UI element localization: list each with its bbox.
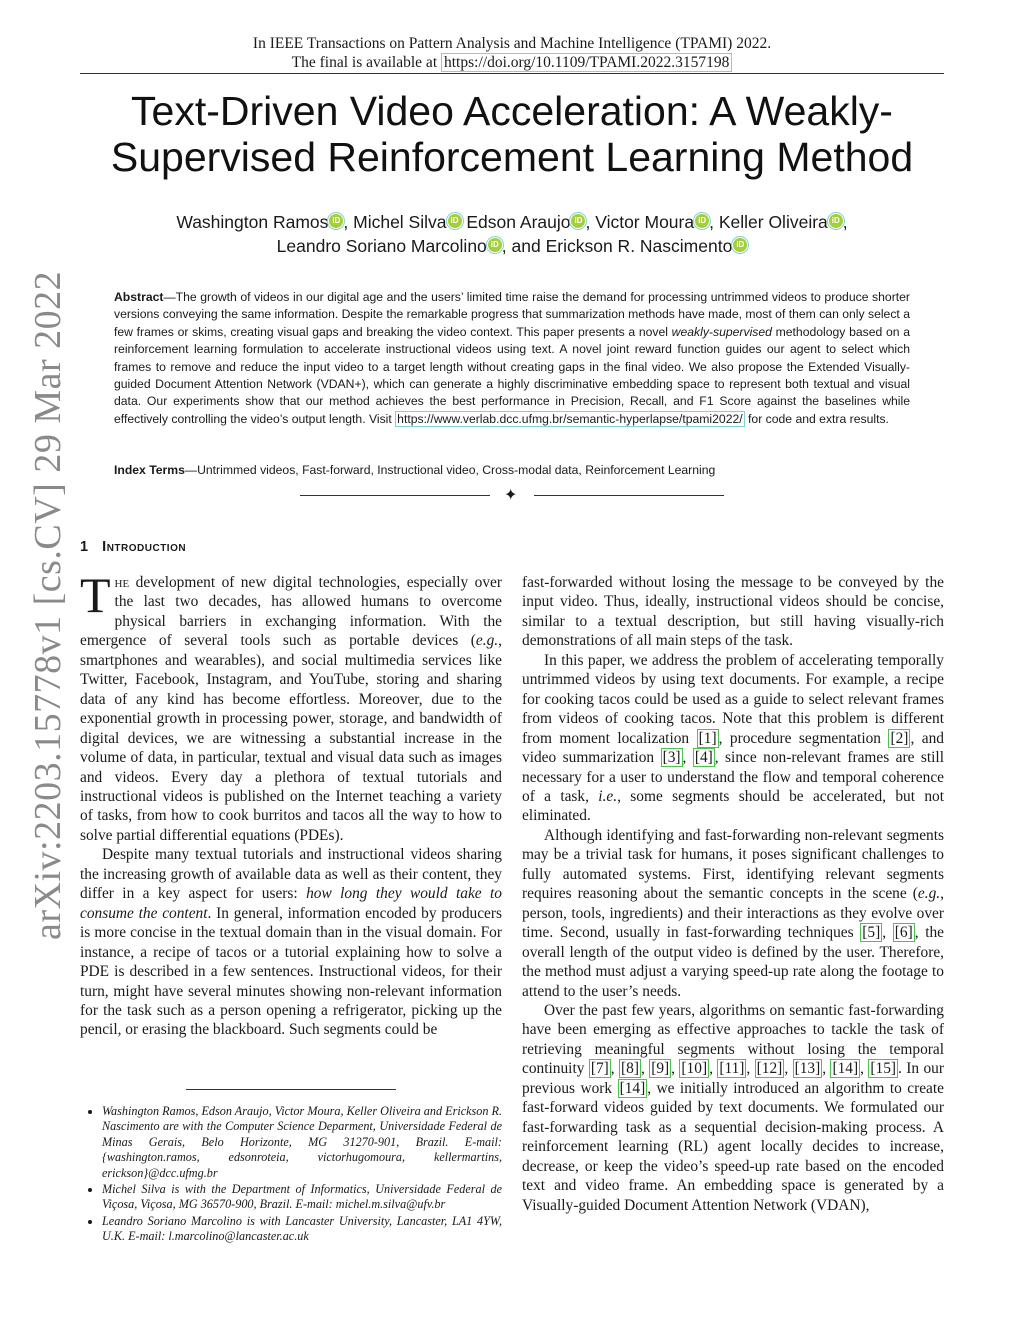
body-emphasis: i.e. <box>598 787 618 805</box>
citation-link[interactable]: [9] <box>651 1060 670 1078</box>
index-terms-label: Index Terms <box>114 463 185 477</box>
separator: , and <box>501 236 546 256</box>
author-list <box>80 210 944 258</box>
doi-line <box>0 53 1024 72</box>
divider-line <box>534 495 724 496</box>
citation-link[interactable]: [12] <box>756 1060 783 1078</box>
citation-link[interactable]: [5] <box>862 924 881 942</box>
footnote-item: • Leandro Soriano Marcolino is with Lancaster University, Lancaster, LA1 4YW, U.K. E-mail: l.marcolino@lancaster.ac.uk <box>102 1214 502 1245</box>
author-name: Michel Silva <box>353 212 447 232</box>
section-number: 1 <box>80 539 89 555</box>
body-text: , <box>682 749 693 767</box>
header-rule <box>80 73 944 74</box>
abstract-label: Abstract <box>114 290 164 304</box>
body-text: Despite many textual tutorials and instructional videos sharing the increasing growth of available data as well as their content, they differ in a key aspect for users: <box>80 846 502 903</box>
authors-line-1: Washington Ramos iD , Michel Silva iD Edson Araujo iD , Victor Moura iD , Keller Oliveira iD , <box>176 212 848 232</box>
paragraph <box>522 1001 944 1215</box>
body-text: , we initially introduced an algorithm to create fast-forward videos guided by text documents. We formulated our fast-forwarding task as a sequential decision-making process. A reinforcement learning (RL) agent locally decides to increase, decrease, or keep the video’s speed-up rate based on the encoded text and video frame. An embedding space is generated by a Visually-guided Document Attention Network (VDAN), <box>522 1079 944 1214</box>
footnote-item: • Michel Silva is with the Department of Informatics, Universidade Federal de Viçosa, Viçosa, MG 36570-900, Brazil. E-mail: michel.m.silva@ufv.br <box>102 1182 502 1213</box>
citation-link[interactable]: [3] <box>662 749 681 767</box>
right-column <box>522 573 944 1215</box>
author-name: Washington Ramos <box>176 212 329 232</box>
separator: , <box>709 212 719 232</box>
orcid-icon[interactable]: iD <box>571 214 585 228</box>
body-text: In this paper, we address the problem of accelerating temporally untrimmed videos by using text documents. For example, a recipe for cooking tacos could be used as a guide to select relevant frames from videos of cooking tacos. Note that this problem is different from moment localization <box>522 651 944 747</box>
body-text: , and video summarization <box>522 729 944 767</box>
paragraph <box>522 651 944 826</box>
citation-link[interactable]: [2] <box>890 729 909 747</box>
abstract-text: —The growth of videos in our digital age and the users’ limited time raise the demand for processing untrimmed videos to produce shorter versions conveying the same information. Despite the remarkable progress that summarization methods have made, most of them can only select a few frames or skims, creating visual gaps and breaking the video context. This paper presents a novel <box>114 290 910 339</box>
citation-link[interactable]: [7] <box>590 1060 609 1078</box>
section-heading <box>80 539 186 555</box>
separator: , <box>343 212 354 232</box>
drop-cap: T <box>80 567 111 623</box>
title-line-2: Supervised Reinforcement Learning Method <box>110 134 914 180</box>
doi-prefix: The final is available at <box>291 54 441 71</box>
orcid-icon[interactable]: iD <box>829 214 843 228</box>
abstract-text: for code and extra results. <box>744 411 889 426</box>
body-text: development of new digital technologies, especially over the last two decades, has allowed humans to overcome physical barriers in exchanging information. With the emergence of several tools such as portable devices ( <box>80 574 502 650</box>
citation-link[interactable]: [10] <box>681 1060 708 1078</box>
index-terms-text: —Untrimmed videos, Fast-forward, Instructional video, Cross-modal data, Reinforcement Learning <box>184 463 716 477</box>
doi-link[interactable]: https://doi.org/10.1109/TPAMI.2022.3157198 <box>441 53 732 72</box>
citation-link[interactable]: [6] <box>894 924 913 942</box>
body-emphasis: how long they would take to consume the content <box>80 885 502 922</box>
citation-link[interactable]: [13] <box>794 1060 821 1078</box>
body-text: , since non-relevant frames are still necessary for a user to understand the flow and temporal coherence of a task, <box>522 749 944 805</box>
left-column <box>80 567 502 1040</box>
citation-link[interactable]: [1] <box>698 729 717 747</box>
body-text: , some segments should be accelerated, but not eliminated. <box>522 787 944 825</box>
authors-line-2 <box>80 234 944 258</box>
abstract <box>114 289 910 428</box>
orcid-icon[interactable]: iD <box>329 214 343 228</box>
separator: , <box>784 1060 793 1078</box>
footnote-rule <box>186 1089 396 1090</box>
diamond-icon: ✦ <box>504 487 518 504</box>
separator: , <box>860 1060 869 1078</box>
body-text: . In our previous work <box>522 1060 945 1097</box>
citation-link[interactable]: [14] <box>619 1079 646 1097</box>
section-divider <box>300 487 724 505</box>
citation-link[interactable]: [8] <box>621 1060 639 1078</box>
paragraph <box>80 567 502 845</box>
body-emphasis: e.g. <box>917 885 941 903</box>
small-caps-lead: he <box>114 574 130 591</box>
paragraph: fast-forwarded without losing the message to be conveyed by the input video. Thus, ideally, instructional videos should be concise, similar to a textual description, but still having visually-rich demonstrations of all main steps of the task. <box>522 574 944 650</box>
orcid-icon[interactable]: iD <box>695 214 709 228</box>
body-text: , smartphones and wearables), and social multimedia services like Twitter, Facebook, Instagram, and YouTube, storing and sharing data of any kind has become effortless. Moreover, due to the exponential growth in processing power, storage, and bandwidth of digital devices, we are witnessing a substantial increase in the volume of data, in particular, textual and visual data such as images and videos. Every day a plethora of textual tutorials and instructional videos is published on the Internet teaching a variety of tasks, from how to cook burritos and tacos all the way to how to solve partial differential equations (PDEs). <box>80 632 502 844</box>
author-name: Victor Moura <box>595 212 695 232</box>
body-text: . In general, information encoded by producers is more concise in the textual domain than in the visual domain. For instance, a recipe of tacos or a tutorial explaining how to solve a PDE is described in a few sentences. Instructional videos, for their turn, might have several minutes showing non-relevant information for the task such as a person opening a refrigerator, picking up the pencil, or erasing the blackboard. Such segments could be <box>80 904 502 1039</box>
journal-header <box>0 34 1024 72</box>
body-text: , procedure segmentation <box>718 729 889 747</box>
section-title: Introduction <box>102 539 187 555</box>
separator: , <box>709 1060 718 1078</box>
separator: , <box>610 1060 620 1078</box>
index-terms <box>114 462 910 479</box>
arxiv-stamp: arXiv:2203.15778v1 [cs.CV] 29 Mar 2022 <box>27 270 69 940</box>
citation-link[interactable]: [11] <box>719 1060 745 1078</box>
orcid-icon[interactable]: iD <box>488 238 502 252</box>
separator: , <box>671 1060 680 1078</box>
abstract-text: methodology based on a reinforcement learning formulation to accelerate instructional videos using text. A novel joint reward function guides our agent to select which frames to remove and reduce the input video to a target length without creating gaps in the final video. We also propose the Extended Visually-guided Document Attention Network (VDAN+), which can generate a highly discriminative embedding space to represent both textual and visual data. Our experiments show that our method achieves the best performance in Precision, Recall, and F1 Score against the baselines while effectively controlling the video’s output length. Visit <box>114 324 910 426</box>
orcid-icon[interactable]: iD <box>448 214 462 228</box>
footnotes <box>80 1104 502 1246</box>
orcid-icon[interactable]: iD <box>733 238 747 252</box>
separator: , <box>585 212 596 232</box>
title-line-1: Text-Driven Video Acceleration: A Weakly- <box>131 88 893 134</box>
body-text: Over the past few years, algorithms on semantic fast-forwarding have been emerging as effective approaches to tackle the task of retrieving meaningful segments without losing the temporal continuity <box>522 1001 944 1078</box>
abstract-emphasis: weakly-supervised <box>671 324 772 339</box>
author-name: Erickson R. Nascimento <box>545 236 733 256</box>
citation-link[interactable]: [14] <box>832 1060 859 1078</box>
body-text: , person, tools, ingredients) and their interactions as they evolve over time. Second, usually in fast-forwarding techniques <box>522 885 944 942</box>
journal-line: In IEEE Transactions on Pattern Analysis and Machine Intelligence (TPAMI) 2022. <box>252 35 772 52</box>
author-name: Keller Oliveira <box>718 212 828 232</box>
separator: , <box>640 1060 650 1078</box>
body-text: , the overall length of the output video is defined by the user. Therefore, the method must adjust a varying speed-up rate along the footage to attend to the user’s needs. <box>522 924 945 1000</box>
body-emphasis: e.g. <box>475 632 499 650</box>
paragraph <box>522 826 944 1001</box>
divider-line <box>300 495 490 496</box>
paper-title <box>80 88 944 180</box>
body-text: , <box>882 924 893 942</box>
separator: , <box>822 1060 831 1078</box>
paragraph <box>80 845 502 1040</box>
citation-link[interactable]: [4] <box>694 749 713 767</box>
footnote-item: • Washington Ramos, Edson Araujo, Victor Moura, Keller Oliveira and Erickson R. Nascimento are with the Computer Science Deparment, Universidade Federal de Minas Gerais, Belo Horizonte, MG 31270-901, Brazil. E-mail: {washington.ramos, edsonroteia, victorhugomoura, kellermartins, erickson}@dcc.ufmg.br <box>102 1104 502 1181</box>
separator: , <box>746 1060 755 1078</box>
author-name: Leandro Soriano Marcolino <box>276 236 487 256</box>
citation-link[interactable]: [15] <box>870 1060 897 1078</box>
author-name: Edson Araujo <box>466 212 571 232</box>
project-url-link[interactable]: https://www.verlab.dcc.ufmg.br/semantic-hyperlapse/tpami2022/ <box>397 411 743 426</box>
body-text: Although identifying and fast-forwarding non-relevant segments may be a trivial task for humans, it poses significant challenges to fully automated systems. First, identifying relevant segments requires reasoning about the semantic concepts in the scene ( <box>522 826 944 903</box>
